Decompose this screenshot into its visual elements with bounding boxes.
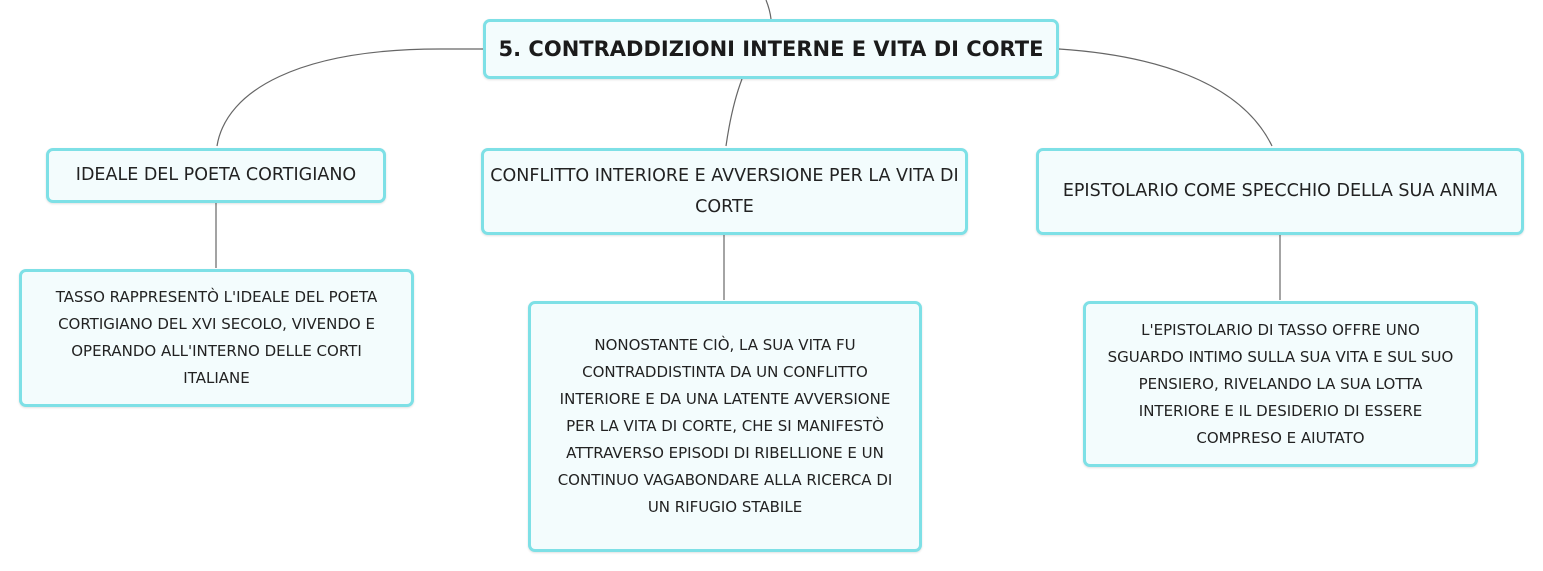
connector-root-to-topic-2	[726, 79, 742, 146]
root-title: 5. CONTRADDIZIONI INTERNE E VITA DI CORTE	[498, 37, 1044, 61]
topic-node-epistolario[interactable]	[1036, 148, 1524, 235]
root-node[interactable]	[483, 19, 1059, 79]
detail-text: L'EPISTOLARIO DI TASSO OFFRE UNO SGUARDO INTIMO SULLA SUA VITA E SUL SUO PENSIERO, RIVELANDO LA SUA LOTTA INTERIORE E IL DESIDERIO DI ESSERE COMPRESO E AIUTATO	[1107, 320, 1454, 447]
topic-label: CONFLITTO INTERIORE E AVVERSIONE PER LA VITA DI CORTE	[490, 165, 959, 217]
detail-node-epistolario[interactable]	[1083, 301, 1478, 467]
topic-node-conflitto-interiore[interactable]	[481, 148, 968, 235]
connector-root-to-topic-3	[1059, 49, 1272, 146]
connector-incoming	[766, 0, 771, 19]
connector-root-to-topic-1	[217, 49, 483, 146]
detail-node-ideale-poeta-cortigiano[interactable]	[19, 269, 414, 407]
detail-node-conflitto-interiore[interactable]	[528, 301, 922, 552]
topic-label: IDEALE DEL POETA CORTIGIANO	[75, 165, 357, 185]
detail-text: NONOSTANTE CIÒ, LA SUA VITA FU CONTRADDISTINTA DA UN CONFLITTO INTERIORE E DA UNA LATENTE AVVERSIONE PER LA VITA DI CORTE, CHE SI MANIFESTÒ ATTRAVERSO EPISODI DI RIBELLIONE E UN CONTINUO VAGABONDARE ALLA RICERCA DI UN RIFUGIO STABILE	[557, 336, 893, 516]
topic-label: EPISTOLARIO COME SPECCHIO DELLA SUA ANIMA	[1062, 181, 1498, 201]
detail-text: TASSO RAPPRESENTÒ L'IDEALE DEL POETA CORTIGIANO DEL XVI SECOLO, VIVENDO E OPERANDO ALL'INTERNO DELLE CORTI ITALIANE	[55, 288, 378, 387]
topic-node-ideale-poeta-cortigiano[interactable]	[46, 148, 386, 203]
